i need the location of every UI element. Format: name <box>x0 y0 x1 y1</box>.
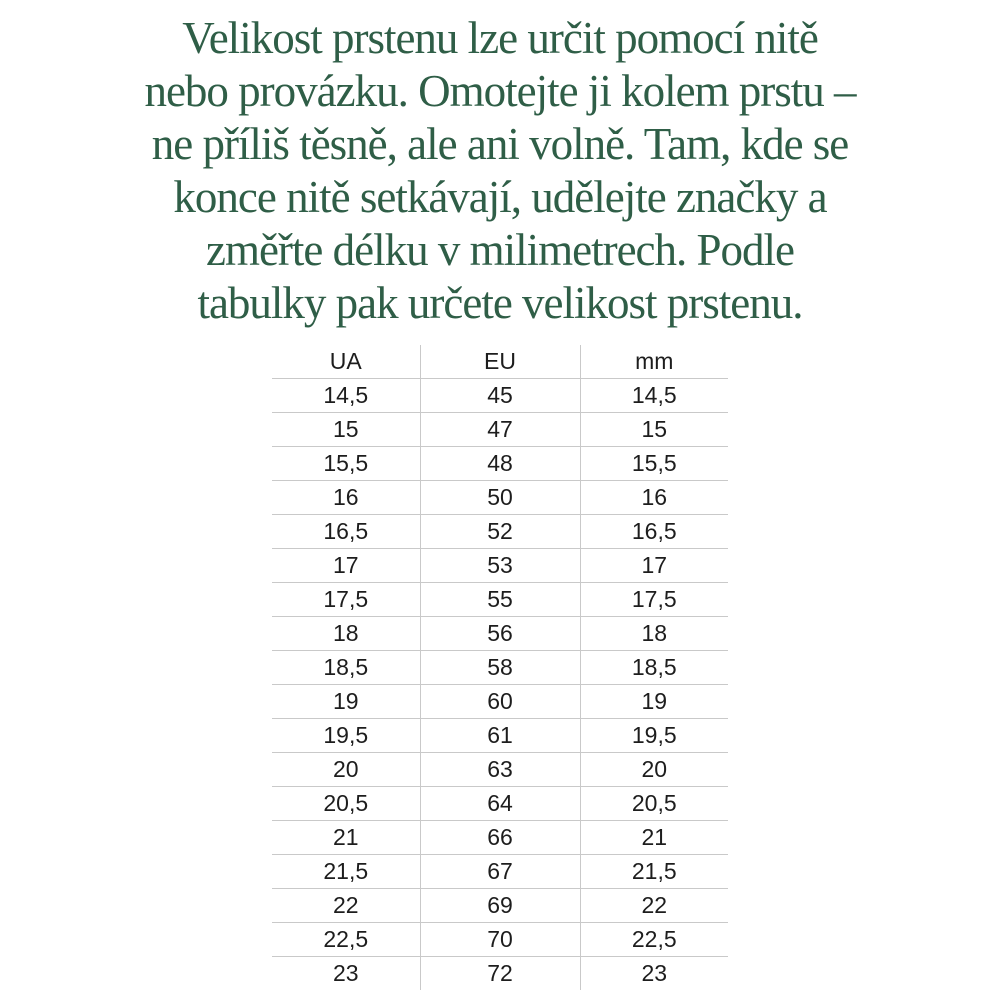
table-cell: 45 <box>420 379 580 413</box>
intro-line: konce nitě setkávají, udělejte značky a <box>173 172 827 222</box>
column-header-eu: EU <box>420 345 580 379</box>
table-row <box>272 413 728 447</box>
table-cell: 17 <box>580 549 728 583</box>
table-cell: 18,5 <box>272 651 420 685</box>
table-cell: 22,5 <box>580 923 728 957</box>
intro-line: změřte délku v milimetrech. Podle <box>205 225 795 275</box>
table-row <box>272 651 728 685</box>
table-cell: 22,5 <box>272 923 420 957</box>
table-cell: 20 <box>272 753 420 787</box>
table-cell: 15,5 <box>580 447 728 481</box>
table-cell: 17,5 <box>580 583 728 617</box>
intro-line: Velikost prstenu lze určit pomocí nitě <box>182 13 818 63</box>
intro-line: tabulky pak určete velikost prstenu. <box>197 278 803 328</box>
table-header <box>272 345 728 379</box>
table-row <box>272 889 728 923</box>
table-cell: 58 <box>420 651 580 685</box>
table-cell: 18 <box>580 617 728 651</box>
table-cell: 16 <box>580 481 728 515</box>
table-cell: 47 <box>420 413 580 447</box>
table-cell: 52 <box>420 515 580 549</box>
table-cell: 16 <box>272 481 420 515</box>
table-cell: 21,5 <box>580 855 728 889</box>
column-header-ua: UA <box>272 345 420 379</box>
table-cell: 18 <box>272 617 420 651</box>
table-cell: 17,5 <box>272 583 420 617</box>
table-cell: 69 <box>420 889 580 923</box>
table-cell: 22 <box>580 889 728 923</box>
table-cell: 61 <box>420 719 580 753</box>
table-cell: 21 <box>580 821 728 855</box>
table-cell: 63 <box>420 753 580 787</box>
table-cell: 15 <box>580 413 728 447</box>
table-cell: 23 <box>332 960 359 986</box>
table-cell: 50 <box>420 481 580 515</box>
table-cell: 72 <box>420 957 580 991</box>
table-cell: 16,5 <box>272 515 420 549</box>
table-cell: 20,5 <box>580 787 728 821</box>
table-cell: 14,5 <box>580 379 728 413</box>
table-cell: 21,5 <box>272 855 420 889</box>
table-cell: 22 <box>272 889 420 923</box>
intro-line: nebo provázku. Omotejte ji kolem prstu – <box>144 66 856 116</box>
table-cell: 23 <box>580 957 728 991</box>
table-cell: 21 <box>272 821 420 855</box>
table-cell: 55 <box>420 583 580 617</box>
table-row <box>272 379 728 413</box>
table-cell: 18,5 <box>580 651 728 685</box>
intro-line: ne příliš těsně, ale ani volně. Tam, kde se <box>151 119 849 169</box>
table-cell: 17 <box>272 549 420 583</box>
table-row <box>272 549 728 583</box>
table-cell: 20,5 <box>272 787 420 821</box>
table-cell: 19 <box>272 685 420 719</box>
ring-size-table <box>272 345 728 990</box>
table-cell: 19 <box>580 685 728 719</box>
table-cell: 20 <box>580 753 728 787</box>
table-body <box>272 379 728 991</box>
table-cell: 48 <box>420 447 580 481</box>
table-row <box>272 855 728 889</box>
table-cell: 60 <box>420 685 580 719</box>
table-row <box>272 583 728 617</box>
table-cell: 64 <box>420 787 580 821</box>
table-row <box>272 447 728 481</box>
table-cell: 70 <box>420 923 580 957</box>
table-cell: 66 <box>420 821 580 855</box>
table-row <box>272 481 728 515</box>
intro-text <box>0 0 1000 330</box>
table-cell: 53 <box>420 549 580 583</box>
table-cell: 19,5 <box>272 719 420 753</box>
table-row <box>272 617 728 651</box>
table-cell: 15 <box>272 413 420 447</box>
table-cell: 15,5 <box>272 447 420 481</box>
table-cell: 67 <box>420 855 580 889</box>
table-cell: 19,5 <box>580 719 728 753</box>
table-cell: 56 <box>420 617 580 651</box>
table-row <box>272 515 728 549</box>
column-header-mm: mm <box>580 345 728 379</box>
table-row <box>272 821 728 855</box>
table-header-row <box>272 345 728 379</box>
table-row <box>272 923 728 957</box>
table-cell: 16,5 <box>580 515 728 549</box>
table-row <box>272 957 728 991</box>
table-row <box>272 787 728 821</box>
table-row <box>272 685 728 719</box>
table-row <box>272 753 728 787</box>
table-cell: 14,5 <box>272 379 420 413</box>
table-row <box>272 719 728 753</box>
